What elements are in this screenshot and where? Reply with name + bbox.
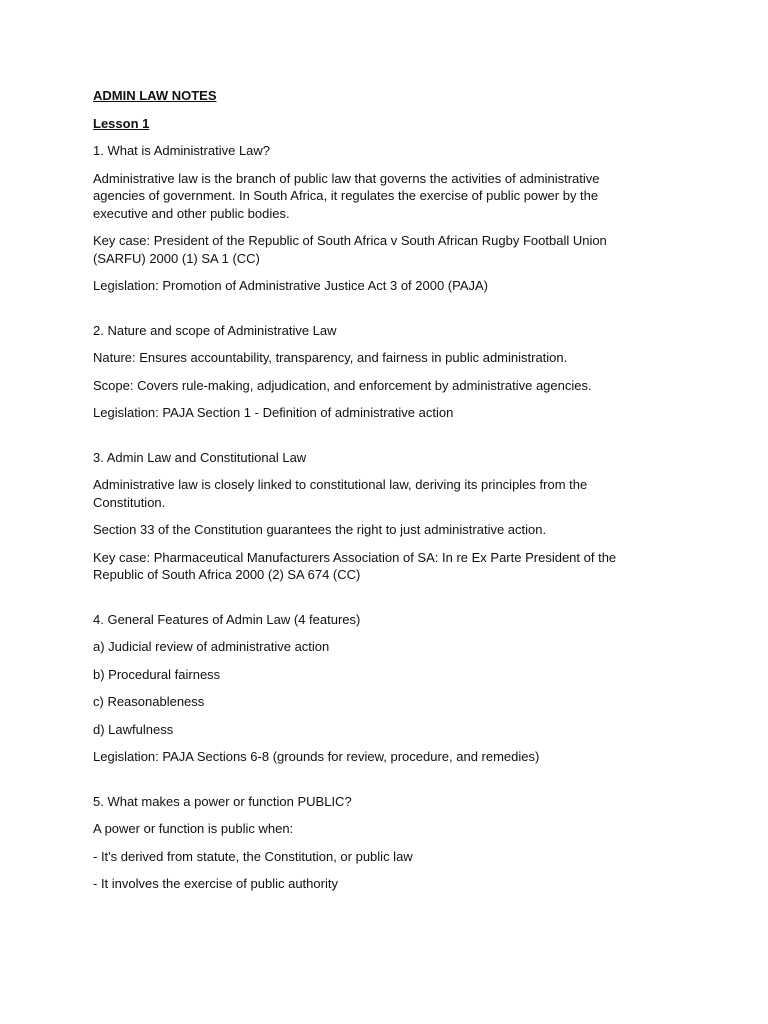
- section-5: [93, 793, 653, 893]
- list-item: c) Reasonableness: [93, 694, 205, 709]
- section-1: [93, 142, 653, 295]
- section-heading: 3. Admin Law and Constitutional Law: [93, 449, 307, 465]
- paragraph: Section 33 of the Constitution guarantees the right to just administrative action.: [93, 522, 547, 537]
- section-heading: 5. What makes a power or function PUBLIC?: [93, 793, 352, 809]
- list-item: d) Lawfulness: [93, 721, 174, 737]
- paragraph: Legislation: PAJA Section 1 - Definition of administrative action: [93, 405, 454, 420]
- paragraph: Nature: Ensures accountability, transparency, and fairness in public administration.: [93, 350, 568, 365]
- paragraph: Key case: Pharmaceutical Manufacturers Association of SA: In re Ex Parte President of the Republic of South Africa 2000 (2) SA 674 (CC): [93, 549, 617, 582]
- section-spacer: [93, 776, 653, 793]
- section-heading: 1. What is Administrative Law?: [93, 143, 271, 158]
- section-3: [93, 449, 653, 584]
- section-2: [93, 322, 653, 422]
- section-heading: 2. Nature and scope of Administrative Law: [93, 322, 337, 338]
- section-4: [93, 611, 653, 766]
- paragraph: Legislation: Promotion of Administrative Justice Act 3 of 2000 (PAJA): [93, 278, 489, 293]
- lesson-heading: Lesson 1: [93, 115, 150, 131]
- section-spacer: [93, 305, 653, 322]
- paragraph: Scope: Covers rule-making, adjudication, and enforcement by administrative agencies.: [93, 377, 592, 393]
- document-page: [93, 87, 653, 903]
- paragraph: A power or function is public when:: [93, 821, 294, 836]
- list-item: b) Procedural fairness: [93, 666, 221, 682]
- paragraph: Administrative law is closely linked to constitutional law, deriving its principles from the Constitution.: [93, 477, 588, 510]
- list-item: - It involves the exercise of public authority: [93, 876, 338, 891]
- section-spacer: [93, 432, 653, 449]
- section-heading: 4. General Features of Admin Law (4 features): [93, 611, 361, 627]
- list-item: - It's derived from statute, the Constitution, or public law: [93, 848, 413, 864]
- paragraph: Legislation: PAJA Sections 6-8 (grounds for review, procedure, and remedies): [93, 749, 540, 764]
- paragraph: Key case: President of the Republic of South Africa v South African Rugby Football Union (SARFU) 2000 (1) SA 1 (CC): [93, 233, 607, 266]
- section-spacer: [93, 594, 653, 611]
- list-item: a) Judicial review of administrative action: [93, 639, 330, 654]
- document-title: ADMIN LAW NOTES: [93, 88, 217, 103]
- paragraph: Administrative law is the branch of public law that governs the activities of administrative agencies of government. In South Africa, it regulates the exercise of public power by the executive and other public bodies.: [93, 170, 600, 221]
